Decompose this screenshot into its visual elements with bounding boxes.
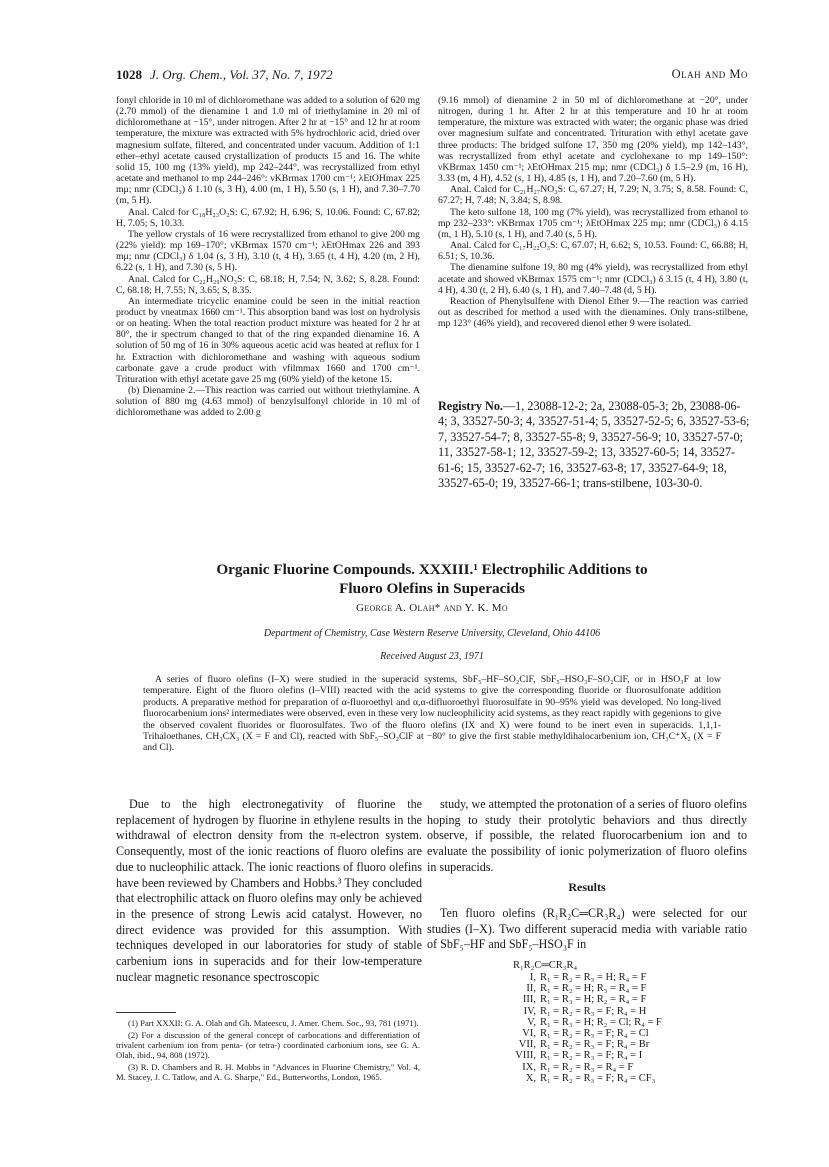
footnote: (2) For a discussion of the general concept of carbocations and differentiation of trivalent carbenium ion from penta- (or tetra-) coordinated carbonium ions, see G. A. Olah, ibid., 94, 808 (1972). [116,1030,420,1061]
running-header [116,67,748,85]
article-title-line: Organic Fluorine Compounds. XXXIII.¹ Electrophilic Additions to [216,561,648,578]
experimental-paragraph: fonyl chloride in 10 ml of dichloromethane was added to a solution of 620 mg (2.70 mmol) of the dienamine 1 and 1.0 ml of triethylamine in 20 ml of dichloromethane at −15°, under nitrogen. After 2 hr at −15° and 12 hr at room temperature, the mixture was extracted with 5% hydrochloric acid, dried over magnesium sulfate, filtered, and concentrated under vacuum. Addition of 1:1 ether–ethyl acetate caused crystallization of products 15 and 16. The white solid 15, 100 mg (13% yield), mp 242–244°, was recrystallized from ethyl acetate and methanol to mp 244–246°: νKBrmax 1700 cm⁻¹; λEtOHmax 225 mμ; nmr (CDCl₃) δ 1.10 (s, 3 H), 4.00 (m, 1 H), 5.50 (s, 1 H), and 7.30–7.70 (m, 5 H). [116,95,420,207]
compound-definition [496,1006,716,1017]
registry-list: —1, 23088-12-2; 2a, 23088-05-3; 2b, 23088-06-4; 3, 33527-50-3; 4, 33527-51-4; 5, 33527-52-5; 6, 33527-53-6; 7, 33527-54-7; 8, 33527-55-8; 9, 33527-56-9; 10, 33527-57-0; 11, 33527-58-1; 12, 33527-59-2; 13, 33527-60-5; 14, 33527-61-6; 15, 33527-62-7; 16, 33527-63-8; 17, 33527-64-9; 18, 33527-65-0; 19, 33527-66-1; trans-stilbene, 103-30-0. [438,399,750,491]
footnote-rule [116,1012,176,1013]
registry-numbers [438,399,750,491]
compound-definitions [496,972,716,1084]
compound-substituents: R₁ = R₃ = H; R₂ = Cl; R₄ = F [540,1016,662,1028]
compound-number: VII, [518,1039,536,1051]
compound-substituents: R₁ = R₂ = R₃ = F; R₄ = H [540,1005,647,1017]
general-formula: R₁R₂C═CR₃R₄ [513,960,578,971]
registry-label: Registry No. [438,399,503,413]
experimental-paragraph: Reaction of Phenylsulfene with Dienol Ether 9.—The reaction was carried out as described for method a used with the dienamines. Only trans-stilbene, mp 123° (46% yield), and recovered dienol ether 9 were isolated. [438,295,748,330]
compound-substituents: R₁ = R₂ = H; R₃ = R₄ = F [540,983,647,995]
compound-substituents: R₁ = R₂ = R₃ = R₄ = F [540,1061,634,1073]
results-heading: Results [568,880,606,894]
compound-substituents: R₁ = R₂ = R₃ = F; R₄ = I [540,1050,643,1062]
page-number: 1028 [116,67,142,82]
experimental-right-column [438,95,748,329]
compound-definition [496,983,716,994]
compound-definition [496,1028,716,1039]
compound-substituents: R₁ = R₃ = H; R₂ = R₄ = F [540,994,647,1006]
article-abstract: A series of fluoro olefins (I–X) were studied in the superacid systems, SbF₅–HF–SO₂ClF, SbF₅–HSO₃F–SO₂ClF, or in HSO₃F at low temperature. Eight of the fluoro olefins (I–VIII) reacted with the acid systems to give the corresponding fluoride or fluorosulfonate addition products. A preparative method for preparation of α-fluoroethyl and α,α-difluoroethyl fluorosulfate in 90–95% yield was developed. No long-lived fluorocarbenium ions² intermediates were observed, even in these very low nucleophilicity acid systems, as they react rapidly with gegenions to give the observed covalent fluorides or fluorosulfates. Two of the fluoro olefins (IX and X) were found to be inert even in superacids. 1,1,1-Trihaloethanes, CH₃CX₃ (X = F and Cl), reacted with SbF₅–SO₂ClF at −80° to give the first stable methyldihalocarbenium ion, CH₃C⁺X₂ (X = F and Cl). [143,674,721,754]
experimental-paragraph: Anal. Calcd for C₂₁H₂₇NO₃S: C, 67.27; H, 7.29; N, 3.75; S, 8.58. Found: C, 67.27; H, 7.48; N, 3.84; S, 8.98. [438,184,748,207]
experimental-left-column [116,95,420,419]
compound-substituents: R₁ = R₂ = R₃ = H; R₄ = F [540,972,647,983]
article-title-line: Fluoro Olefins in Superacids [339,580,525,597]
body-text-right: study, we attempted the protonation of a series of fluoro olefins hoping to study their protolytic behaviors and thus directly observe, if possible, the related fluorocarbenium ion and to evaluate the possibility of ionic polymerization of fluoro olefins in superacids. [427,797,747,874]
body-text-left: Due to the high electronegativity of fluorine the replacement of hydrogen by fluorine in ethylene results in the withdrawal of electron density from the π-electron system. Consequently, most of the ionic reactions of fluoro olefins are due to nucleophilic attack. The ionic reactions of fluoro olefins have been reviewed by Chambers and Hobbs.³ They concluded that electrophilic attack on fluoro olefins may only be achieved in the presence of strong Lewis acid catalyst. However, no direct evidence was provided for this assumption. With techniques developed in our laboratories for study of stable carbenium ions in superacids and for their low-temperature nuclear magnetic resonance spectroscopic [116,797,422,984]
footnote: (3) R. D. Chambers and R. H. Mobbs in "Advances in Fluorine Chemistry," Vol. 4, M. Stacey, J. C. Tatlow, and A. G. Sharpe," Ed., Butterworths, London, 1965. [116,1062,420,1083]
compound-number: II, [526,983,536,995]
experimental-paragraph: The yellow crystals of 16 were recrystallized from ethanol to give 200 mg (22% yield): mp 169–170°; νKBrmax 1570 cm⁻¹; λEtOHmax 226 and 393 mμ; nmr (CDCl₃) δ 1.04 (s, 3 H), 3.10 (t, 4 H), 3.65 (t, 4 H), 4.20 (m, 2 H), 6.22 (s, 1 H), and 7.30 (s, 5 H). [116,228,420,274]
compound-definition [496,1039,716,1050]
compound-number: X, [525,1072,536,1084]
compound-number: IX, [522,1061,536,1073]
compound-number: V, [527,1016,536,1028]
compound-substituents: R₁ = R₂ = R₃ = F; R₄ = Br [540,1039,650,1051]
experimental-paragraph: Anal. Calcd for C₂₂H₂₉NO₃S: C, 68.18; H, 7.54; N, 3.62; S, 8.28. Found: C, 68.18; H, 7.55; N, 3.65; S, 8.35. [116,273,420,296]
compound-number: III, [522,994,536,1006]
experimental-paragraph: Anal. Calcd for C₁₇H₂₂O₃S: C, 67.07; H, 6.62; S, 10.53. Found: C, 66.88; H, 6.51; S, 10.36. [438,240,748,263]
footnotes [116,1018,420,1085]
compound-definition [496,972,716,983]
compound-definition [496,1073,716,1084]
experimental-paragraph: (9.16 mmol) of dienamine 2 in 50 ml of dichloromethane at −20°, under nitrogen, during 1 hr. After 2 hr at this temperature and 10 hr at room temperature, the mixture was extracted with water; the organic phase was dried over magnesium sulfate and concentrated. Trituration with ethyl acetate gave three products: The bridged sulfone 17, 350 mg (20% yield), mp 142–143°, was recrystallized from ethyl acetate and cyclohexane to mp 149–150°: νKBrmax 1450 cm⁻¹; λEtOHmax 215 mμ; nmr (CDCl₃) δ 1.5–2.9 (m, 16 H), 3.33 (m, 4 H), 4.52 (s, 1 H), 4.85 (s, 1 H), and 7.20–7.60 (m, 5 H). [438,95,748,185]
experimental-paragraph: An intermediate tricyclic enamine could be seen in the initial reaction product by νneatmax 1660 cm⁻¹. This absorption band was lost on hydrolysis or on heating. When the total reaction product mixture was heated for 2 hr at 80°, the ir spectrum changed to that of the ring expanded dienamine 16. A solution of 50 mg of 16 in 30% aqueous acetic acid was heated at reflux for 1 hr. Extraction with dichloromethane and washing with aqueous sodium carbonate gave a crude product with νfilmmax 1660 and 1700 cm⁻¹. Trituration with ethyl acetate gave 25 mg (60% yield) of the ketone 15. [116,295,420,385]
compound-number: IV, [523,1005,536,1017]
compound-number: VI, [522,1027,536,1039]
article-affiliation: Department of Chemistry, Case Western Reserve University, Cleveland, Ohio 44106 [263,628,601,639]
compound-number: I, [529,972,536,983]
article-byline: George A. Olah* and Y. K. Mo [356,602,508,614]
compound-definition [496,1062,716,1073]
compound-definition [496,1050,716,1061]
compound-substituents: R₁ = R₂ = R₃ = F; R₄ = Cl [540,1027,649,1039]
experimental-paragraph: The keto sulfone 18, 100 mg (7% yield), was recrystallized from ethanol to mp 232–233°: νKBrmax 1705 cm⁻¹; λEtOHmax 225 mμ; nmr (CDCl₃) δ 4.15 (m, 1 H), 5.10 (s, 1 H), and 7.40 (s, 5 H). [438,206,748,240]
compound-definition [496,1017,716,1028]
article-title [116,560,748,598]
article-received-date: Received August 23, 1971 [380,651,484,662]
compound-number: VIII, [515,1050,536,1062]
experimental-paragraph: The dienamine sulfone 19, 80 mg (4% yield), was recrystallized from ethyl acetate and showed νKBrmax 1575 cm⁻¹; nmr (CDCl₃) δ 3.15 (t, 4 H), 3.80 (t, 4 H), 4.30 (t, 2 H), 6.40 (s, 1 H), and 7.40–7.48 (d, 5 H). [438,262,748,296]
results-text: Ten fluoro olefins (R₁R₂C═CR₃R₄) were selected for our studies (I–X). Two different superacid media with variable ratio of SbF₅–HF and SbF₅–HSO₃F in [427,906,747,952]
compound-substituents: R₁ = R₂ = R₃ = F; R₄ = CF₃ [540,1072,656,1084]
footnote: (1) Part XXXII: G. A. Olah and Gh. Mateescu, J. Amer. Chem. Soc., 93, 781 (1971). [128,1018,419,1028]
compound-definition [496,994,716,1005]
journal-citation: J. Org. Chem., Vol. 37, No. 7, 1972 [150,67,333,82]
experimental-paragraph: Anal. Calcd for C₁₈H₂₃O₂S: C, 67.92; H, 6.96; S, 10.06. Found: C, 67.82; H, 7.05; S, 10.33. [116,206,420,229]
running-authors: Olah and Mo [671,67,748,81]
experimental-paragraph: (b) Dienamine 2.—This reaction was carried out without triethylamine. A solution of 880 mg (4.63 mmol) of benzylsulfonyl chloride in 10 ml of dichloromethane was added to 2.00 g [116,385,420,419]
